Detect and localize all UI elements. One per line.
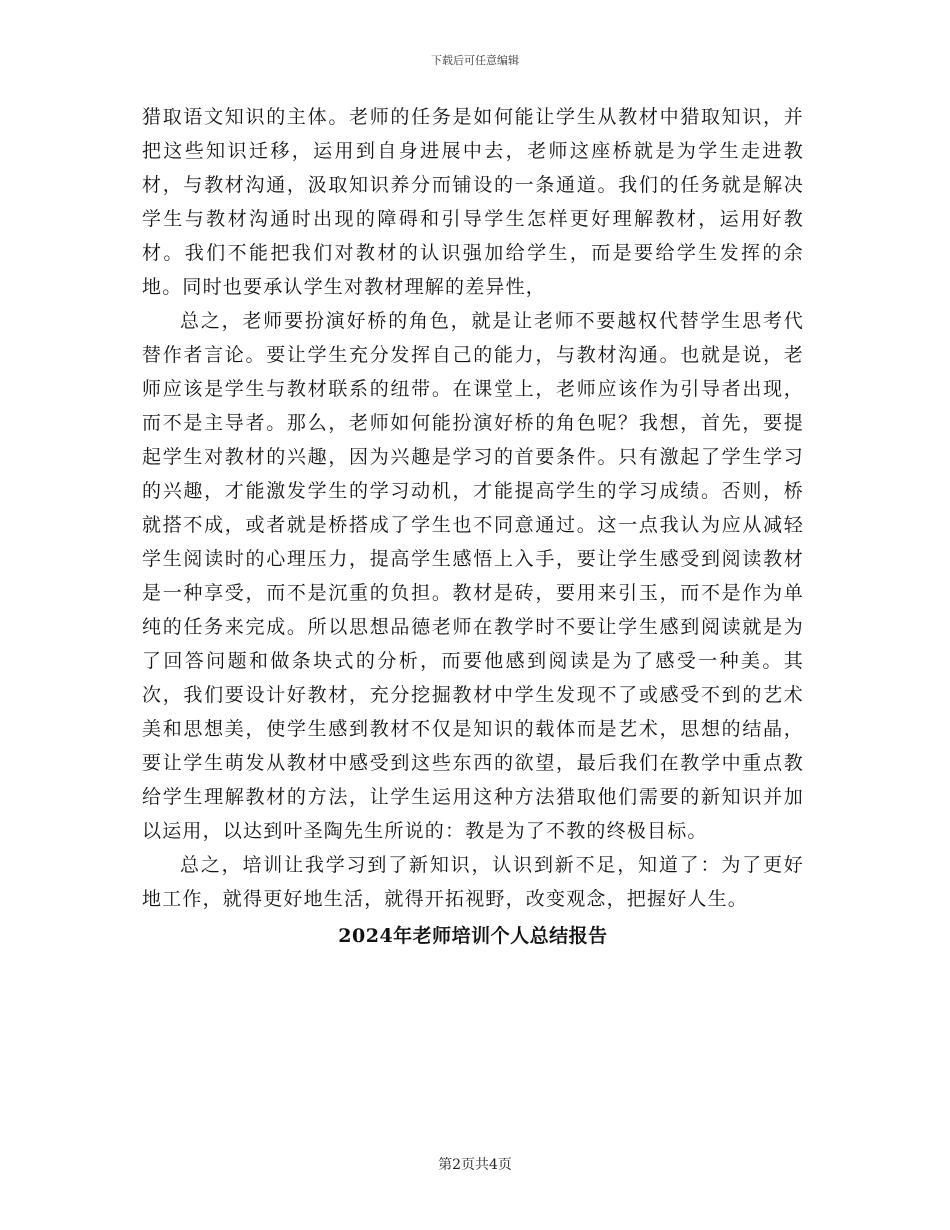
page-number: 第2页共4页: [438, 1157, 512, 1173]
document-body: [142, 100, 804, 1140]
paragraph-3: 总之，培训让我学习到了新知识，认识到新不足，知道了：为了更好地工作，就得更好地生活，就得开拓视野，改变观念，把握好人生。: [142, 854, 804, 910]
paragraph-2: 总之，老师要扮演好桥的角色，就是让老师不要越权代替学生思考代替作者言论。要让学生充分发挥自己的能力，与教材沟通。也就是说，老师应该是学生与教材联系的纽带。在课堂上，老师应该作为引导者出现，而不是主导者。那么，老师如何能扮演好桥的角色呢？我想，首先，要提起学生对教材的兴趣，因为兴趣是学习的首要条件。只有激起了学生学习的兴趣，才能激发学生的学习动机，才能提高学生的学习成绩。否则，桥就搭不成，或者就是桥搭成了学生也不同意通过。这一点我认为应从减轻学生阅读时的心理压力，提高学生感悟上入手，要让学生感受到阅读教材是一种享受，而不是沉重的负担。教材是砖，要用来引玉，而不是作为单纯的任务来完成。所以思想品德老师在教学时不要让学生感到阅读就是为了回答问题和做条块式的分析，而要他感到阅读是为了感受一种美。其次，我们要设计好教材，充分挖掘教材中学生发现不了或感受不到的艺术美和思想美，使学生感到教材不仅是知识的载体而是艺术，思想的结晶，要让学生萌发从教材中感受到这些东西的欲望，最后我们在教学中重点教给学生理解教材的方法，让学生运用这种方法猎取他们需要的新知识并加以运用，以达到叶圣陶先生所说的：教是为了不教的终极目标。: [142, 310, 804, 842]
section-heading: 2024年老师培训个人总结报告: [338, 925, 608, 947]
page-header: 下载后可任意编辑: [431, 54, 519, 67]
paragraph-1: 猎取语文知识的主体。老师的任务是如何能让学生从教材中猎取知识，并把这些知识迁移，运用到自身进展中去，老师这座桥就是为学生走进教材，与教材沟通，汲取知识养分而铺设的一条通道。我们的任务就是解决学生与教材沟通时出现的障碍和引导学生怎样更好理解教材，运用好教材。我们不能把我们对教材的认识强加给学生，而是要给学生发挥的余地。同时也要承认学生对教材理解的差异性，: [142, 106, 804, 298]
